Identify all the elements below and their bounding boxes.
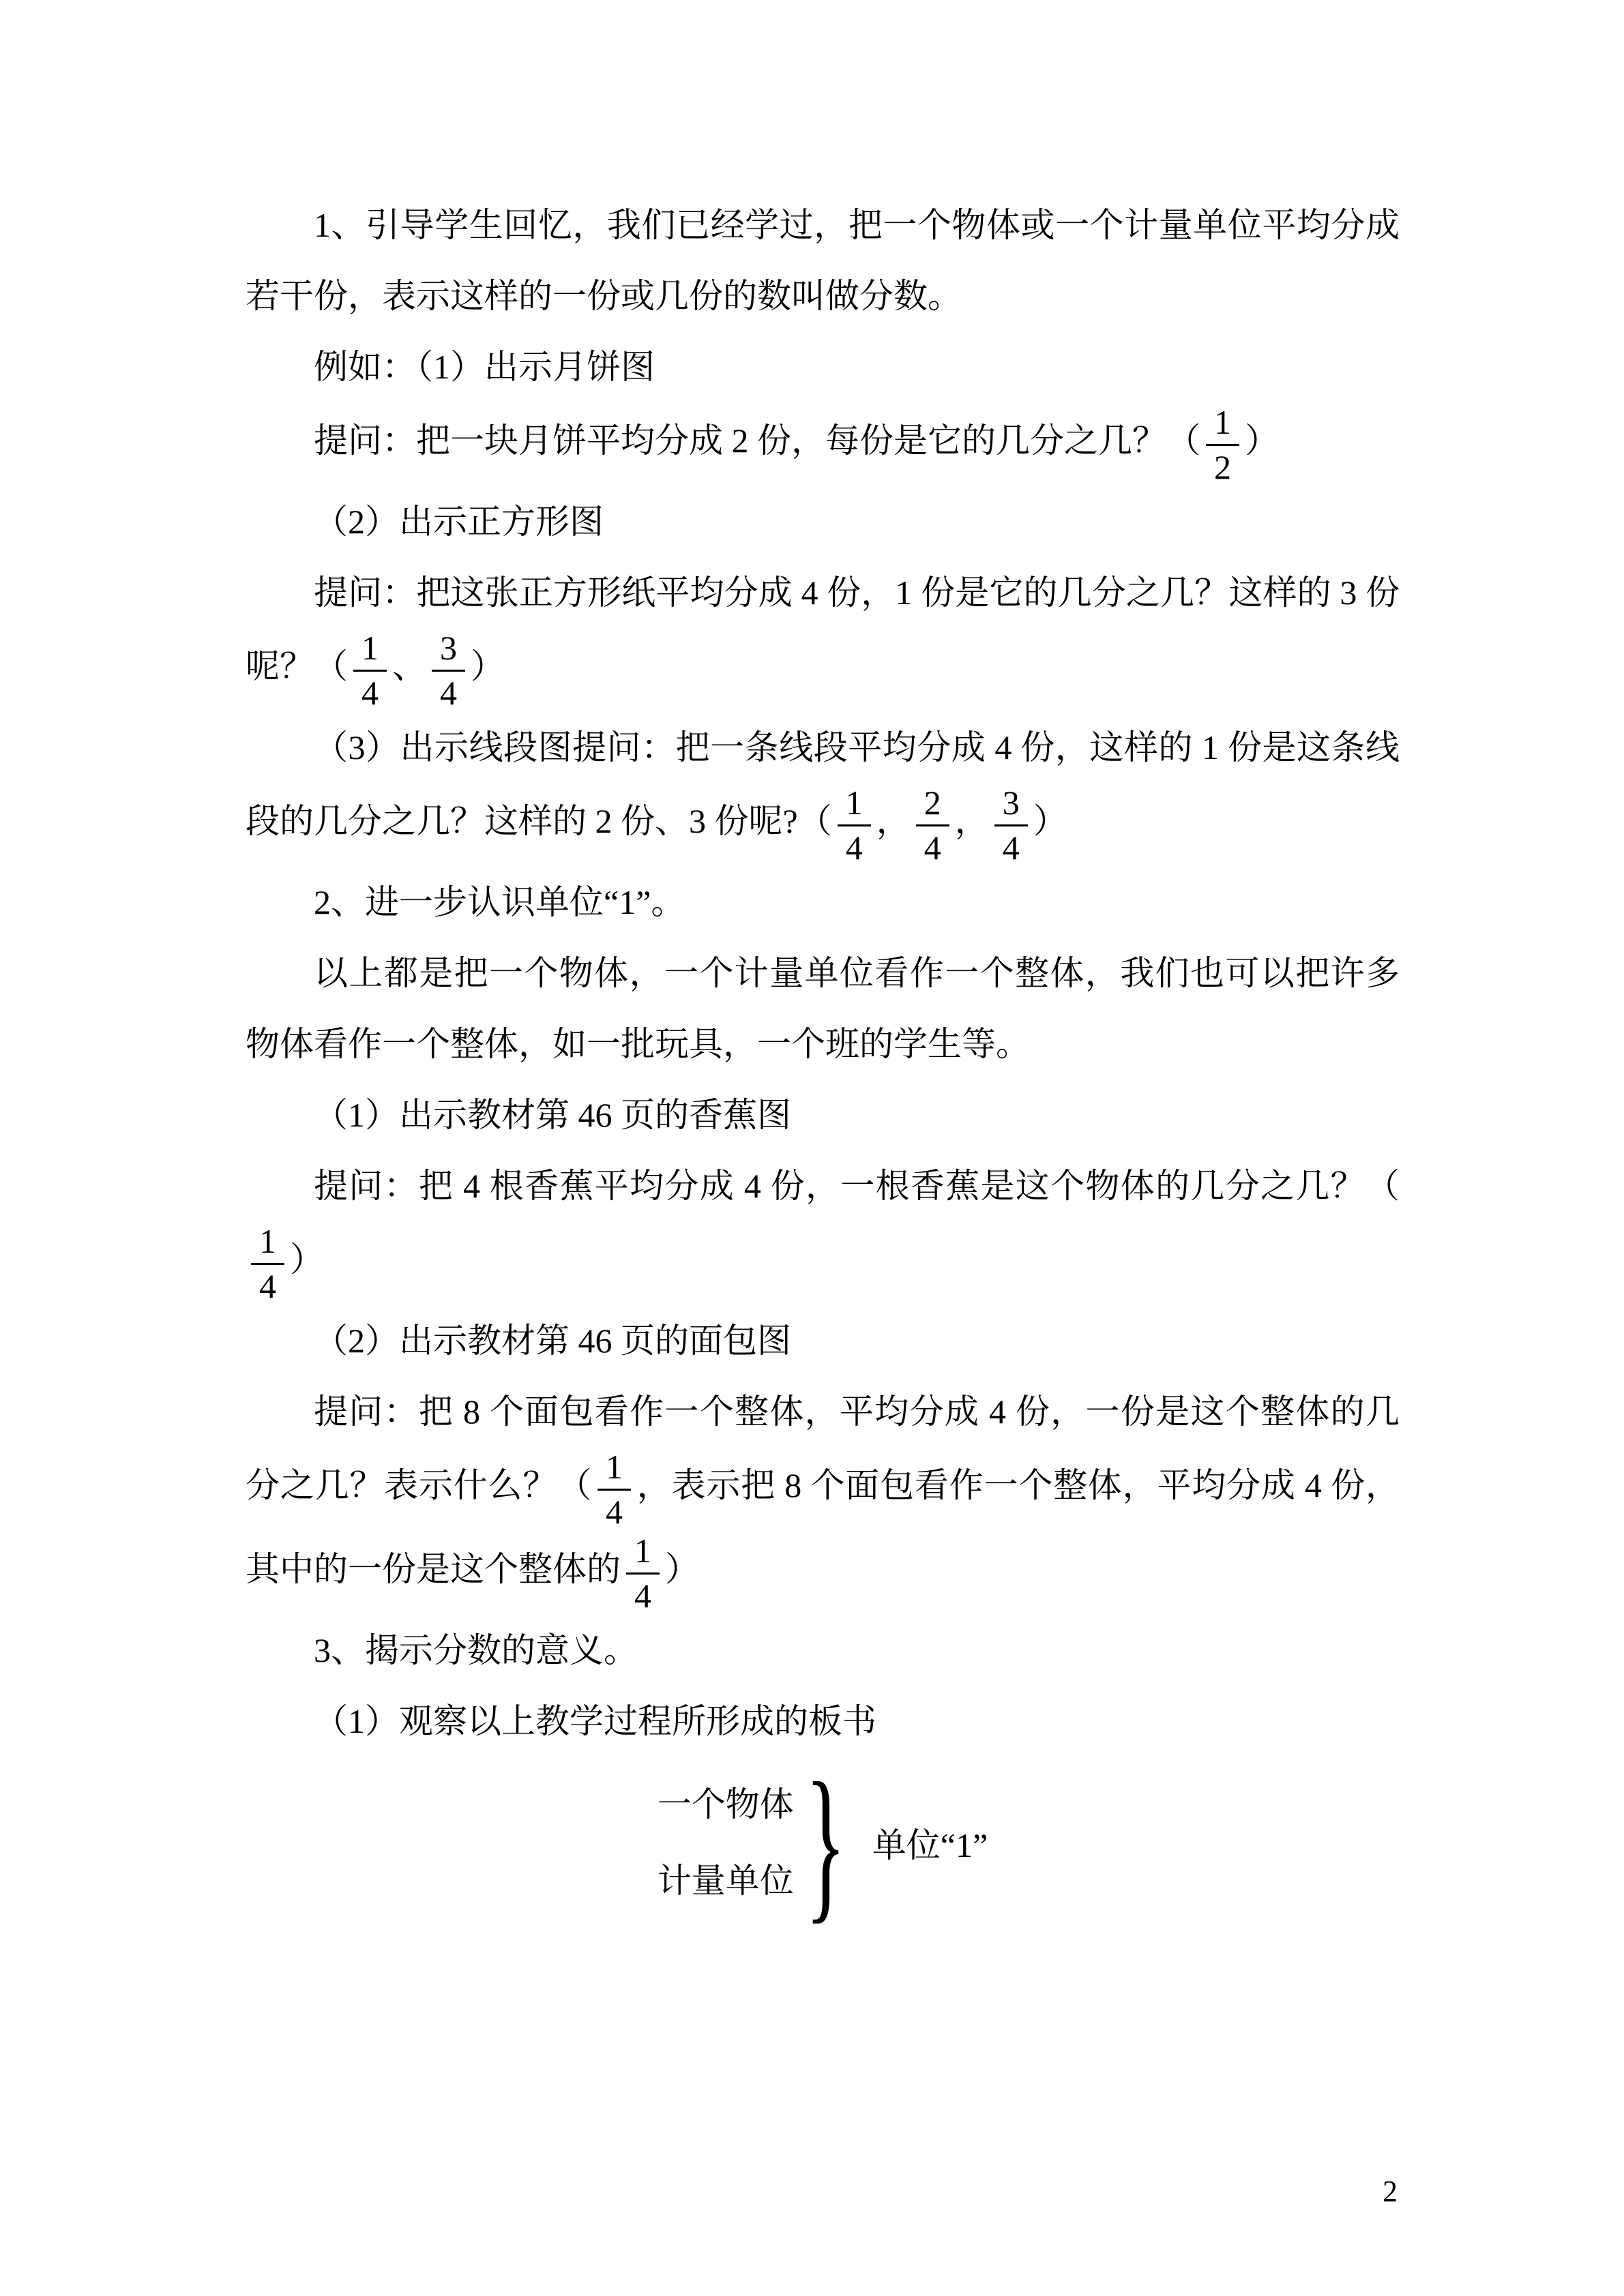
fraction [1206,402,1239,486]
board-label-unit-one: 单位“1” [872,1826,988,1864]
fraction-denominator: 4 [440,674,457,712]
text-run: ） [471,646,505,685]
text-run: 提问：把 8 个面包看作一个整体，平均分成 4 份，一份是这个整体的几分之几？表示什么？（ [246,1392,1400,1504]
fraction-numerator: 1 [838,783,871,826]
paragraph-board-heading [246,1686,1400,1757]
paragraph-intro [246,190,1400,331]
text-run: 例如：（1）出示月饼图 [314,348,655,386]
fraction [838,783,871,867]
fraction-numerator: 3 [994,783,1028,826]
board-diagram [246,1746,1400,1938]
board-term-object: 一个物体 [657,1785,794,1823]
text-run: 提问：把这张正方形纸平均分成 4 份，1 份是它的几分之几？这样的 3 份呢？（ [246,573,1400,685]
paragraph-banana-question [246,1150,1400,1305]
text-run: ， [876,801,911,840]
text-run: （3）出示线段图提问：把一条线段平均分成 4 份，这样的 1 份是这条线段的几分之几？这样的 2 份、3 份呢?（ [246,728,1400,840]
board-terms [658,1766,794,1919]
page-number: 2 [1383,2175,1398,2208]
paragraph-unit-explanation [246,938,1400,1079]
fraction-denominator: 2 [1214,448,1231,486]
fraction-numerator: 2 [916,783,949,826]
fraction [432,628,465,712]
text-run: 3、揭示分数的意义。 [314,1631,638,1669]
brace-icon: } [805,1746,846,1938]
paragraph-unit-heading [246,867,1400,938]
text-run: ， [954,801,989,840]
text-run: （1）观察以上教学过程所形成的板书 [314,1702,876,1740]
paragraph-bread-heading [246,1305,1400,1376]
fraction-denominator: 4 [605,1493,623,1531]
text-run: ） [665,1549,699,1588]
paragraph-bread-question [246,1376,1400,1615]
paragraph-square-heading [246,486,1400,557]
fraction-denominator: 4 [259,1267,276,1305]
text-run: 1、引导学生回忆，我们已经学过，把一个物体或一个计量单位平均分成若干份，表示这样的一份或几份的数叫做分数。 [246,206,1400,315]
fraction [353,628,387,712]
text-run: 、 [392,646,426,685]
fraction-numerator: 1 [626,1531,660,1575]
text-run: （2）出示正方形图 [314,503,604,541]
fraction-denominator: 4 [634,1577,651,1615]
text-run: ，表示把 8 个面包看作一个整体，平均分成 4 份，其中的一份是这个整体的 [246,1465,1400,1588]
text-run: （1）出示教材第 46 页的香蕉图 [314,1096,791,1134]
fraction-denominator: 4 [1002,829,1020,867]
text-run: ） [290,1240,324,1279]
fraction-numerator: 1 [251,1221,284,1265]
paragraph-square-question [246,557,1400,712]
paragraph-banana-heading [246,1079,1400,1150]
fraction-numerator: 1 [597,1447,631,1491]
fraction [994,783,1028,867]
text-run: ） [1245,421,1279,460]
fraction [597,1447,631,1531]
paragraph-example-heading [246,331,1400,402]
fraction-numerator: 1 [353,628,387,672]
text-run: ） [1033,801,1067,840]
text-run: 提问：把 4 根香蕉平均分成 4 份，一根香蕉是这个物体的几分之几？（ [314,1167,1400,1205]
fraction-denominator: 4 [361,674,379,712]
fraction [916,783,949,867]
fraction-numerator: 1 [1206,402,1239,446]
text-run: （2）出示教材第 46 页的面包图 [314,1322,791,1360]
text-run: 以上都是把一个物体，一个计量单位看作一个整体，我们也可以把许多物体看作一个整体，如一批玩具，一个班的学生等。 [246,954,1400,1063]
paragraph-segment-question [246,712,1400,867]
fraction-numerator: 3 [432,628,465,672]
fraction-denominator: 4 [845,829,863,867]
fraction [251,1221,284,1305]
fraction-denominator: 4 [924,829,941,867]
fraction [626,1531,660,1615]
board-term-unit: 计量单位 [657,1862,794,1900]
page-content [246,190,1400,1938]
paragraph-meaning-heading [246,1615,1400,1686]
text-run: 提问：把一块月饼平均分成 2 份，每份是它的几分之几？（ [314,421,1200,460]
paragraph-mooncake-question [246,402,1400,486]
text-run: 2、进一步认识单位“1”。 [314,883,685,921]
